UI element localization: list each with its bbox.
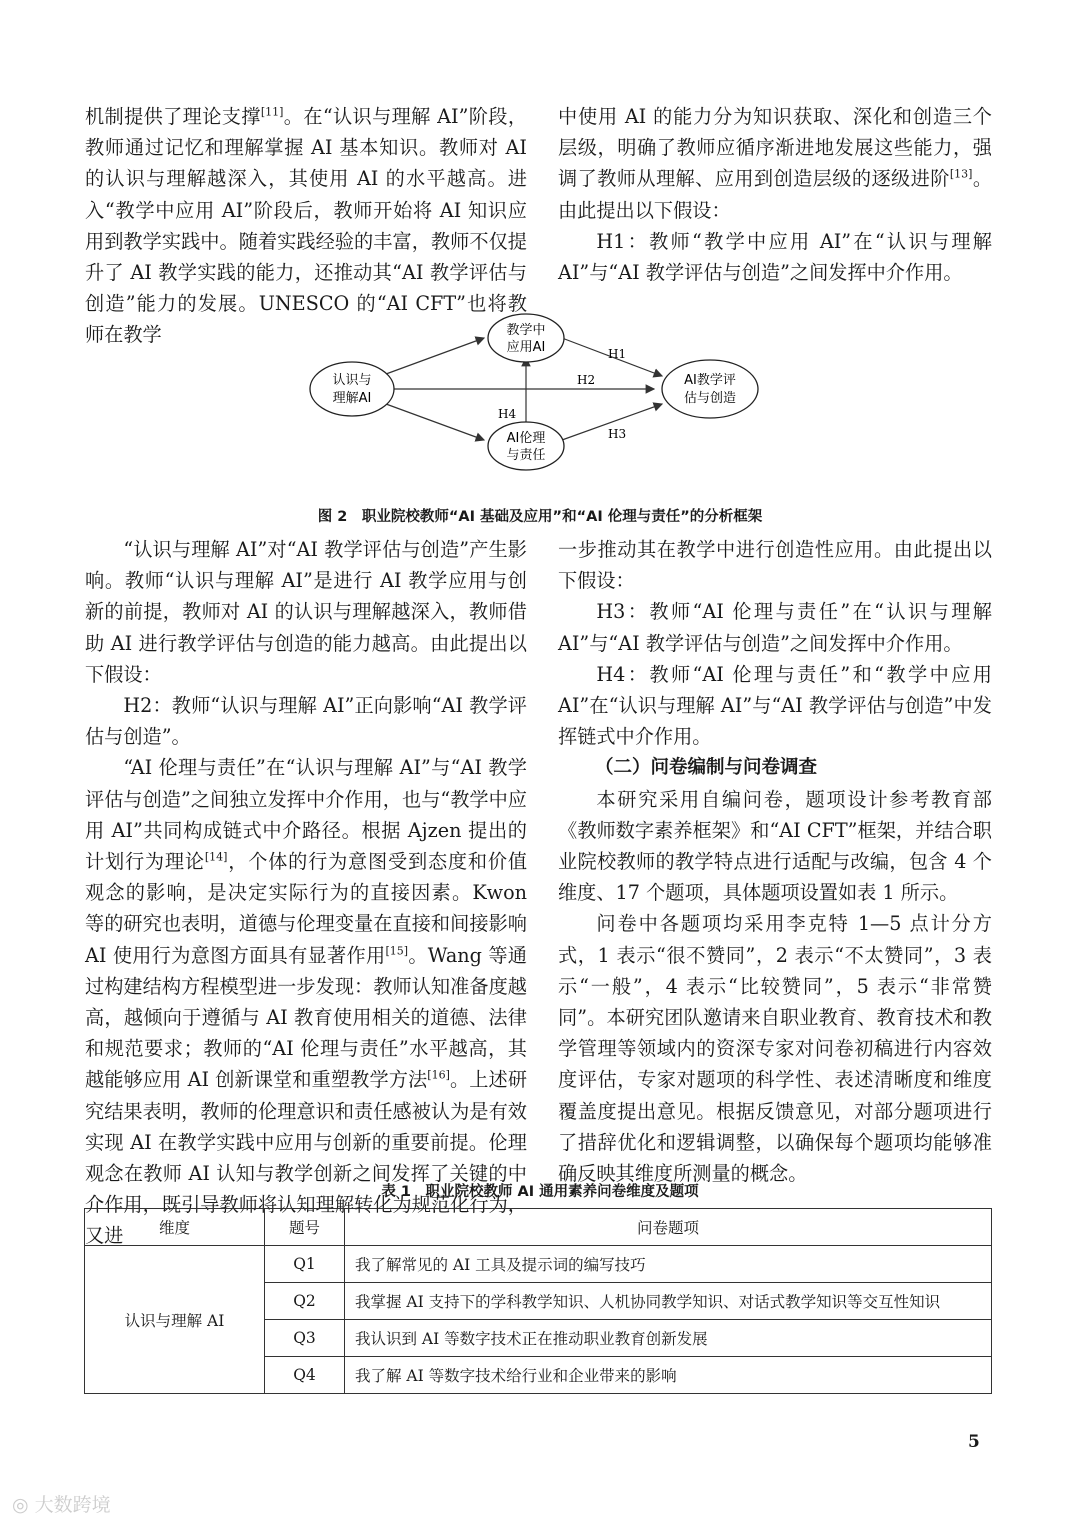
section-heading: （二）问卷编制与问卷调查 — [595, 757, 818, 779]
hypothesis-h4: H4：教师“AI 伦理与责任”和“教学中应用 AI”在“认识与理解 AI”与“AI 教学评估与创造”中发挥链式中介作用。 — [558, 662, 992, 749]
svg-text:AI伦理: AI伦理 — [506, 431, 546, 446]
table-header-row — [85, 1209, 992, 1246]
paragraph: 机制提供了理论支撑[11]。在“认识与理解 AI”阶段，教师通过记忆和理解掌握 AI 基本知识。教师对 AI 的认识与理解越深入，其使用 AI 的水平越高。进入“教学中应用 AI”阶段后，教师开始将 AI 知识应用到教学实践中。随着实践经验的丰富，教师不仅提升了 AI 教学实践的能力，还推动其“AI 教学评估与创造”能力的发展。UNESCO 的“AI CFT”也将教师在教学 — [85, 105, 528, 347]
figure-caption: 图 2 职业院校教师“AI 基础及应用”和“AI 伦理与责任”的分析框架 — [317, 509, 763, 525]
item-cell: 我了解 AI 等数字技术给行业和企业带来的影响 — [345, 1357, 992, 1394]
watermark: ◎ 大数跨境 — [12, 1494, 111, 1516]
qid-cell: Q1 — [265, 1246, 345, 1283]
hypothesis-h2: H2：教师“认识与理解 AI”正向影响“AI 教学评估与创造”。 — [85, 694, 527, 749]
citation[interactable]: [15] — [385, 944, 409, 958]
hypothesis-h1: H1：教师“教学中应用 AI”在“认识与理解 AI”与“AI 教学评估与创造”之间发挥中介作用。 — [558, 229, 992, 285]
qid-cell: Q2 — [265, 1283, 345, 1320]
citation[interactable]: [13] — [949, 168, 973, 182]
node-ai-ethics — [488, 422, 564, 470]
watermark-icon: ◎ — [12, 1494, 35, 1516]
svg-text:应用AI: 应用AI — [506, 340, 546, 355]
qid-cell: Q3 — [265, 1320, 345, 1357]
svg-text:教学中: 教学中 — [506, 323, 546, 338]
header-item: 问卷题项 — [345, 1209, 992, 1246]
header-qid: 题号 — [265, 1209, 345, 1246]
page-number: 5 — [968, 1432, 980, 1452]
svg-text:与责任: 与责任 — [506, 448, 546, 463]
dimension-cell: 认识与理解 AI — [85, 1246, 265, 1394]
svg-text:认识与: 认识与 — [332, 373, 372, 388]
citation[interactable]: [14] — [204, 850, 228, 864]
column-right-top — [558, 101, 992, 288]
node-understand-ai — [310, 362, 394, 416]
column-right-mid — [558, 534, 992, 1189]
svg-text:估与创造: 估与创造 — [683, 391, 737, 406]
paragraph: 一步推动其在教学中进行创造性应用。由此提出以下假设： — [558, 538, 992, 593]
column-left-mid — [85, 534, 527, 1252]
questionnaire-table — [84, 1208, 992, 1394]
paragraph: 问卷中各题项均采用李克特 1—5 点计分方式，1 表示“很不赞同”，2 表示“不太赞同”，3 表示“一般”，4 表示“比较赞同”，5 表示“非常赞同”。本研究团队邀请来自职业教育、教育技术和教学管理等领域内的资深专家对问卷初稿进行内容效度评估，专家对题项的科学性、表述清晰度和维度覆盖度提出意见。根据反馈意见，对部分题项进行了措辞优化和逻辑调整，以确保每个题项均能够准确反映其维度所测量的概念。 — [558, 912, 992, 1186]
item-cell: 我认识到 AI 等数字技术正在推动职业教育创新发展 — [345, 1320, 992, 1357]
svg-text:理解AI: 理解AI — [332, 391, 372, 406]
table-row — [85, 1246, 992, 1283]
edge-understand-apply — [386, 338, 484, 374]
paragraph: “认识与理解 AI”对“AI 教学评估与创造”产生影响。教师“认识与理解 AI”是进行 AI 教学应用与创新的前提，教师对 AI 的认识与理解越深入，教师借助 AI 进行教学评估与创造的能力越高。由此提出以下假设： — [85, 538, 527, 686]
svg-text:AI教学评: AI教学评 — [684, 373, 736, 388]
item-cell: 我了解常见的 AI 工具及提示词的编写技巧 — [345, 1246, 992, 1283]
item-cell: 我掌握 AI 支持下的学科教学知识、人机协同教学知识、对话式教学知识等交互性知识 — [345, 1283, 992, 1320]
paragraph: 中使用 AI 的能力分为知识获取、深化和创造三个层级，明确了教师应循序渐进地发展这些能力，强调了教师从理解、应用到创造层级的逐级进阶[13]。由此提出以下假设： — [558, 105, 993, 222]
edge-understand-ethics — [386, 404, 484, 440]
label-h1: H1 — [608, 347, 627, 361]
label-h4: H4 — [498, 407, 517, 421]
citation[interactable]: [16] — [427, 1069, 450, 1083]
label-h3: H3 — [608, 427, 627, 441]
hypothesis-h3: H3：教师“AI 伦理与责任”在“认识与理解 AI”与“AI 教学评估与创造”之间发挥中介作用。 — [558, 600, 992, 655]
header-dimension: 维度 — [85, 1209, 265, 1246]
paragraph: 本研究采用自编问卷，题项设计参考教育部《教师数字素养框架》和“AI CFT”框架，并结合职业院校教师的教学特点进行适配与改编，包含 4 个维度、17 个题项，具体题项设置如表 1 所示。 — [558, 787, 992, 905]
node-apply-ai — [488, 314, 564, 362]
table-caption: 表 1 职业院校教师 AI 通用素养问卷维度及题项 — [381, 1184, 699, 1200]
node-ai-create — [662, 360, 758, 418]
label-h2: H2 — [577, 373, 596, 387]
analysis-framework-diagram — [290, 312, 810, 487]
citation[interactable]: [11] — [260, 105, 284, 119]
qid-cell: Q4 — [265, 1357, 345, 1394]
paragraph: “AI 伦理与责任”在“认识与理解 AI”与“AI 教学评估与创造”之间独立发挥中介作用，也与“教学中应用 AI”共同构成链式中介路径。根据 Ajzen 提出的计划行为理论[14]，个体的行为意图受到态度和价值观念的影响，是决定实际行为的直接因素。Kwon 等的研究也表明，道德与伦理变量在直接和间接影响 AI 使用行为意图方面具有显著作用[15]。Wang 等通过构建结构方程模型进一步发现：教师认知准备度越高，越倾向于遵循与 AI 教育使用相关的道德、法律和规范要求；教师的“AI 伦理与责任”水平越高，其越能够应用 AI 创新课堂和重塑教学方法[16]。上述研究结果表明，教师的伦理意识和责任感被认为是有效实现 AI 在教学实践中应用与创新的重要前提。伦理观念在教师 AI 认知与教学创新之间发挥了关键的中介作用，既引导教师将认知理解转化为规范化行为，又进 — [85, 756, 528, 1248]
